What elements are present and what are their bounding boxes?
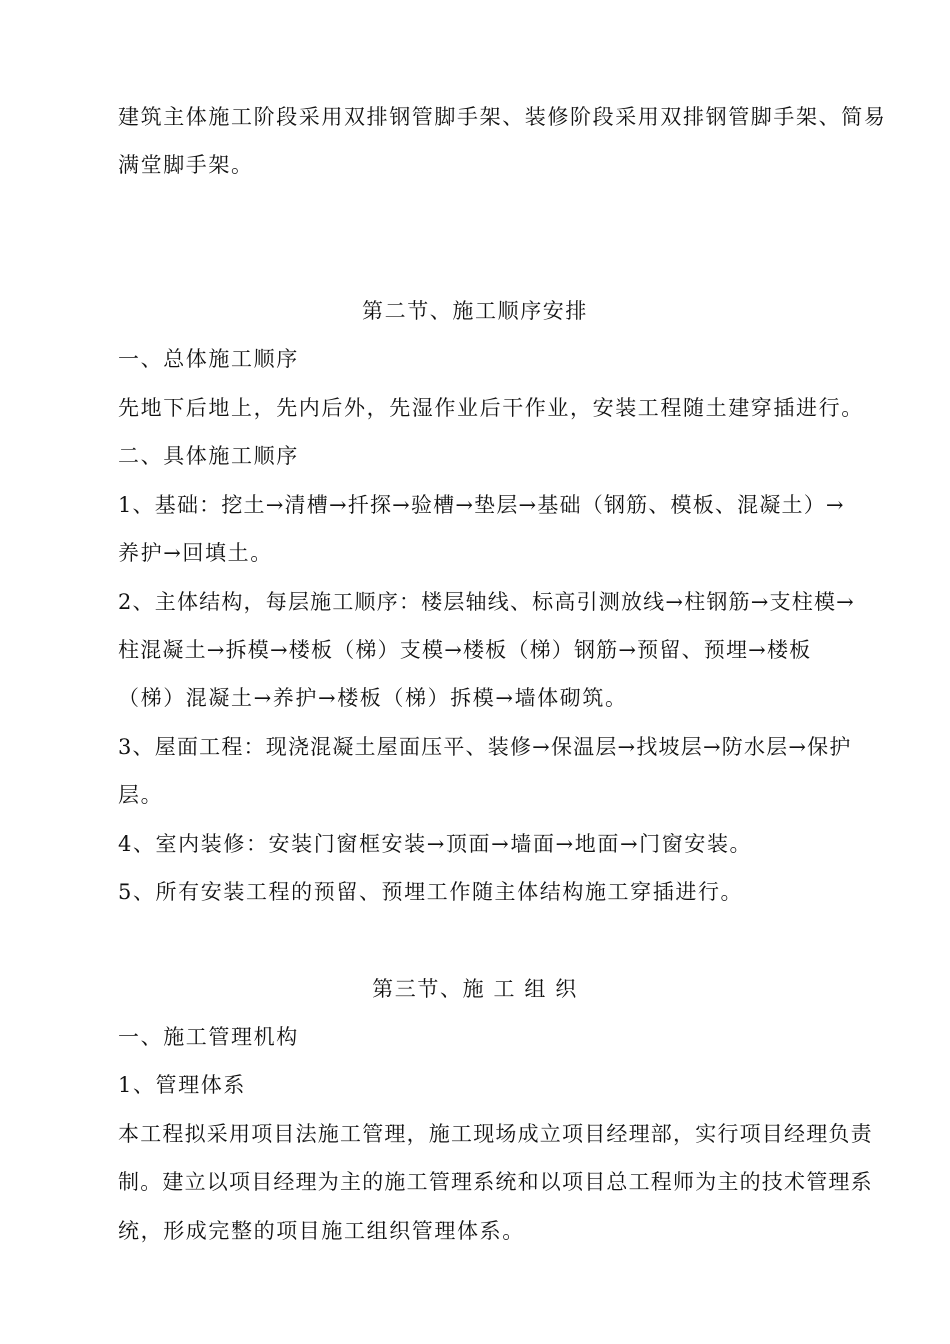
item-main-structure-line-1: 2、主体结构，每层施工顺序：楼层轴线、标高引测放线→柱钢筋→支柱模→ [118, 590, 855, 614]
item-foundation-line-2: 养护→回填土。 [118, 541, 273, 565]
item-main-structure-line-2: 柱混凝土→拆模→楼板（梯）支模→楼板（梯）钢筋→预留、预埋→楼板 [118, 638, 812, 662]
item-main-structure-line-3: （梯）混凝土→养护→楼板（梯）拆模→墙体砌筑。 [118, 686, 628, 710]
item-installation-works: 5、所有安装工程的预留、预埋工作随主体结构施工穿插进行。 [118, 880, 744, 904]
paragraph-overall-sequence: 先地下后地上，先内后外，先湿作业后干作业，安装工程随土建穿插进行。 [118, 396, 864, 420]
item-interior-decoration: 4、室内装修：安装门窗框安装→顶面→墙面→地面→门窗安装。 [118, 832, 753, 856]
item-foundation-line-1: 1、基础：挖土→清槽→扦探→验槽→垫层→基础（钢筋、模板、混凝土）→ [118, 493, 845, 517]
item-roof-line-1: 3、屋面工程：现浇混凝土屋面压平、装修→保温层→找坡层→防水层→保护 [118, 735, 852, 759]
heading-specific-sequence: 二、具体施工顺序 [118, 444, 299, 468]
item-roof-line-2: 层。 [118, 783, 164, 807]
heading-management-organization: 一、施工管理机构 [118, 1025, 299, 1049]
heading-overall-sequence: 一、总体施工顺序 [118, 347, 299, 371]
paragraph-scaffold-line-1: 建筑主体施工阶段采用双排钢管脚手架、装修阶段采用双排钢管脚手架、简易 [118, 105, 887, 129]
section-2-title: 第二节、施工顺序安排 [362, 299, 588, 323]
paragraph-scaffold-line-2: 满堂脚手架。 [118, 153, 254, 177]
heading-management-system: 1、管理体系 [118, 1073, 246, 1097]
paragraph-management-line-1: 本工程拟采用项目法施工管理，施工现场成立项目经理部，实行项目经理负责 [118, 1122, 873, 1146]
paragraph-management-line-3: 统，形成完整的项目施工组织管理体系。 [118, 1219, 525, 1243]
section-3-title: 第三节、施 工 组 织 [372, 977, 578, 1001]
paragraph-management-line-2: 制。建立以项目经理为主的施工管理系统和以项目总工程师为主的技术管理系 [118, 1170, 873, 1194]
